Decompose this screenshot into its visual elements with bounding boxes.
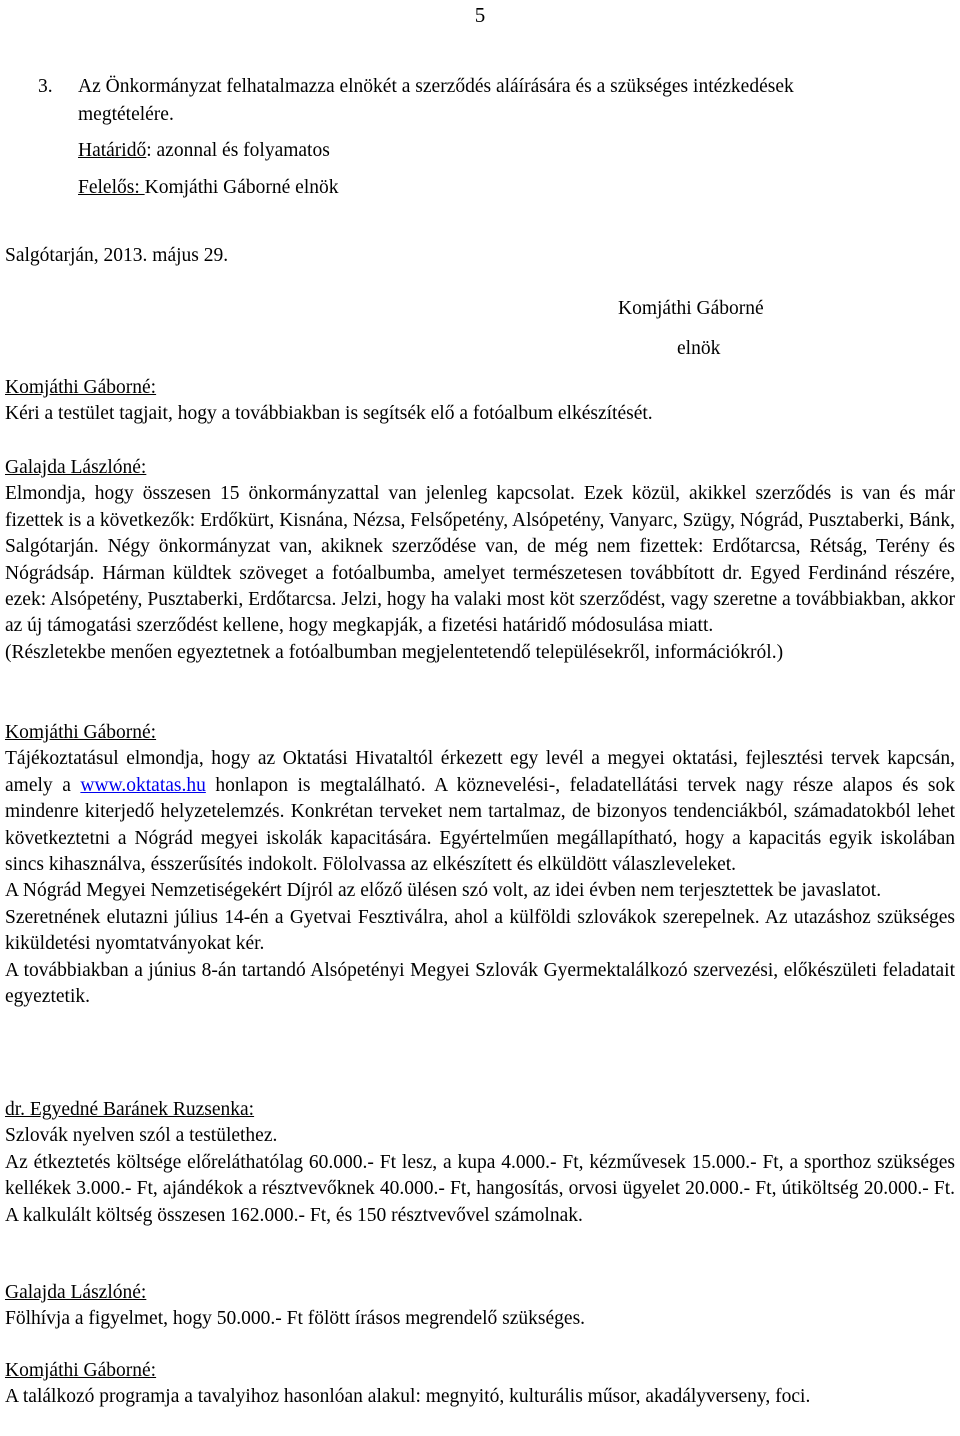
- speech-text: Tájékoztatásul elmondja, hogy az Oktatási Hivataltól érkezett egy levél a megyei oktatási, fejlesztési tervek kapcsán, amely a www.oktatas.hu honlapon is megtalálható. A köznevelési-, feladatellátási tervek nagy része alapos és sok mindenre kiterjedő helyzetelemzés. Konkrétan terveket nem tartalmaz, de bizonyos tendenciákból, számadatokból lehet következtetni a Nógrád megyei iskolák kapacitására. Egyértelműen megállapítható, hogy a kapacitás egyik iskolában sincs kihasználva, ésszerűsítés indokolt. Fölolvassa az elkészített és elküldött válaszleveleket.: [5, 748, 955, 876]
- speech-paragraph-3: Szeretnének elutazni július 14-én a Gyetvai Fesztiválra, ahol a külföldi szlovákok szerepelnek. Az utazáshoz szükséges kiküldetési nyomtatványokat kér.: [5, 906, 955, 955]
- signature-name: Komjáthi Gáborné: [618, 298, 764, 319]
- speech-text: Kéri a testület tagjait, hogy a továbbiakban is segítsék elő a fotóalbum elkészítését.: [5, 403, 653, 425]
- speaker-name: Galajda Lászlóné:: [5, 457, 147, 478]
- speech-section-4: [5, 1097, 955, 1229]
- speech-text: Fölhívja a figyelmet, hogy 50.000.- Ft fölött írásos megrendelő szükséges.: [5, 1308, 586, 1330]
- speech-text: A találkozó programja a tavalyihoz hasonlóan alakul: megnyitó, kulturális műsor, akadályverseny, foci.: [5, 1386, 811, 1408]
- responsible-value: Komjáthi Gáborné elnök: [144, 177, 339, 198]
- deadline-label: Határidő: [78, 140, 147, 161]
- speaker-name: Komjáthi Gáborné:: [5, 1360, 157, 1381]
- speech-text: Elmondja, hogy összesen 15 önkormányzattal van jelenleg kapcsolat. Ezek közül, akikkel szerződés is van és már fizettek is a következők: Erdőkürt, Kisnána, Nézsa, Felsőpetény, Alsópetény, Vanyarc, Szügy, Nógrád, Pusztaberki, Bánk, Salgótarján. Négy önkormányzat van, akiknek szerződése van, de még nem fizettek: Erdőtarcsa, Rétság, Terény és Nógrádsáp. Hárman küldtek szöveget a fotóalbumba, amelyet természetesen továbbított dr. Egyed Ferdinánd részére, ezek: Alsópetény, Pusztaberki, Erdőtarcsa. Jelzi, hogy ha valaki most köt szerződést, vagy szeretne a továbbiakban, akkor az új támogatási szerződést kellene, hogy megkapják, a fizetési határidő módosulása miatt.: [5, 483, 955, 637]
- speaker-name: Komjáthi Gáborné:: [5, 377, 157, 398]
- speech-section-2: [5, 455, 955, 666]
- deadline-value: : azonnal és folyamatos: [146, 140, 330, 161]
- resolution-item-3: [38, 73, 958, 129]
- speaker-name: Komjáthi Gáborné:: [5, 722, 157, 743]
- item-text-line2: megtételére.: [78, 104, 174, 125]
- speech-paragraph-2: A Nógrád Megyei Nemzetiségekért Díjról az előző ülésen szó volt, az idei évben nem terjesztettek be javaslatot.: [5, 880, 882, 902]
- signature-title: elnök: [677, 338, 721, 359]
- speech-section-5: [5, 1280, 955, 1333]
- note-text: (Részletekbe menően egyeztetnek a fotóalbumban megjelentetendő településekről, információkról.): [5, 641, 784, 663]
- website-link[interactable]: www.oktatas.hu: [80, 774, 206, 796]
- responsible-line: [78, 177, 339, 199]
- page-number: 5: [474, 3, 486, 27]
- speech-section-6: [5, 1358, 955, 1411]
- speaker-name: dr. Egyedné Baránek Ruzsenka:: [5, 1099, 255, 1120]
- deadline-line: [78, 140, 330, 162]
- speech-section-3: [5, 720, 955, 1010]
- speaker-name: Galajda Lászlóné:: [5, 1282, 147, 1303]
- item-text-line1: Az Önkormányzat felhatalmazza elnökét a szerződés aláírására és a szükséges intézkedések: [78, 76, 794, 97]
- speech-section-1: [5, 375, 955, 428]
- item-number: 3.: [38, 76, 53, 97]
- speech-paragraph-2: Az étkeztetés költsége előreláthatólag 60.000.- Ft lesz, a kupa 4.000.- Ft, kézművesek 15.000.- Ft, a sporthoz szükséges kellékek 3.000.- Ft, ajándékok a résztvevőknek 40.000.- Ft, hangosítás, orvosi ügyelet 20.000.- Ft, útiköltség 20.000.- Ft. A kalkulált költség összesen 162.000.- Ft, és 150 résztvevővel számolnak.: [5, 1151, 955, 1226]
- speech-paragraph-1: Szlovák nyelven szól a testülethez.: [5, 1125, 278, 1147]
- place-date: Salgótarján, 2013. május 29.: [5, 245, 229, 266]
- responsible-label: Felelős:: [78, 177, 145, 198]
- speech-paragraph-4: A továbbiakban a június 8-án tartandó Alsópetényi Megyei Szlovák Gyermektalálkozó szervezési, előkészületi feladatait egyeztetik.: [5, 959, 955, 1008]
